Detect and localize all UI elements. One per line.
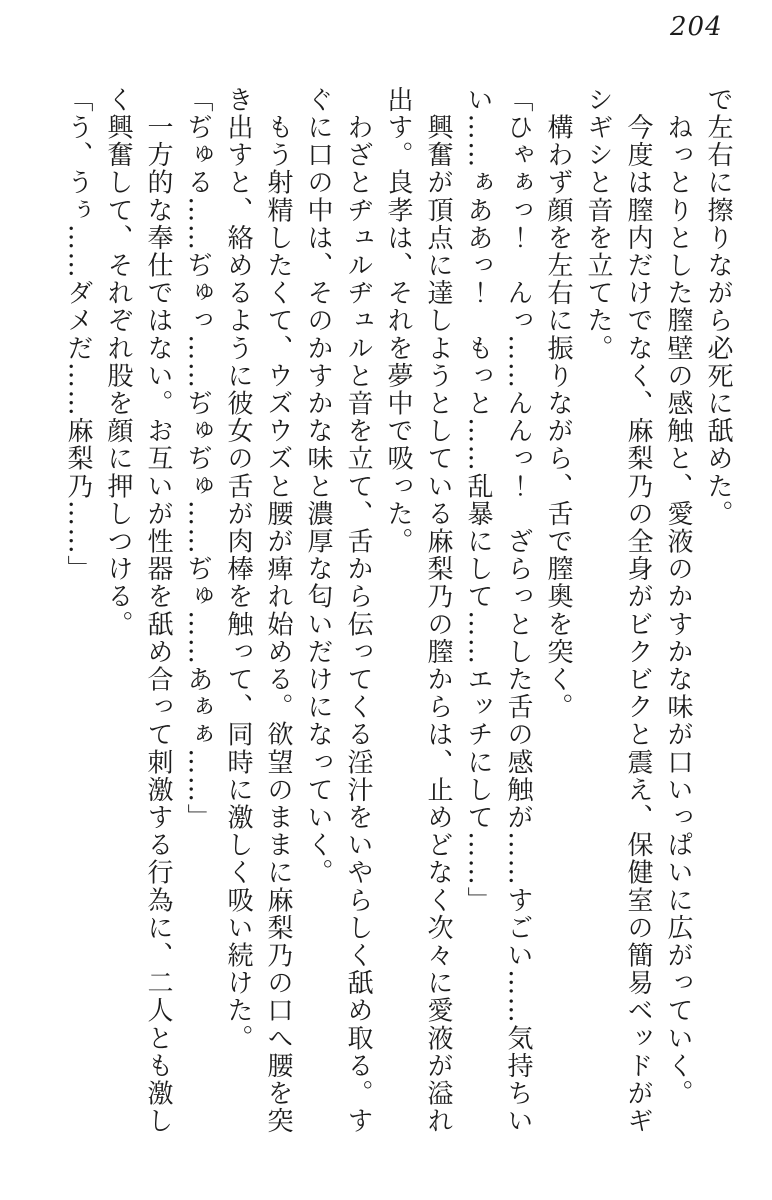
text-line: い……ぁああっ！ もっと……乱暴にして……エッチにして……」 bbox=[463, 86, 493, 914]
text-line: 出す。良孝は、それを夢中で吸った。 bbox=[383, 86, 413, 556]
text-line: 今度は膣内だけでなく、麻梨乃の全身がビクビクと震え、保健室の簡易ベッドがギ bbox=[623, 86, 653, 1135]
body-text-block bbox=[58, 86, 738, 1144]
page-number: 204 bbox=[670, 12, 723, 42]
text-line: 「ぢゅる……ぢゅっ……ぢゅぢゅ……ぢゅ……あぁぁ……」 bbox=[183, 86, 213, 832]
text-line: わざとヂュルヂュルと音を立て、舌から伝ってくる淫汁をいやらしく舐め取る。す bbox=[343, 86, 373, 1135]
text-line: 構わず顔を左右に振りながら、舌で膣奥を突く。 bbox=[543, 86, 573, 721]
text-line: 「ひゃぁっ！ んっ……んんっ！ ざらっとした舌の感触が……すごい……気持ちい bbox=[503, 86, 533, 1135]
text-line: 「う、うぅ……ダメだ……麻梨乃……」 bbox=[63, 86, 93, 583]
text-line: く興奮して、それぞれ股を顔に押しつける。 bbox=[103, 86, 133, 638]
text-line: シギシと音を立てた。 bbox=[583, 86, 613, 362]
text-line: 興奮が頂点に達しようとしている麻梨乃の膣からは、止めどなく次々に愛液が溢れ bbox=[423, 86, 453, 1135]
text-line: もう射精したくて、ウズウズと腰が痺れ始める。欲望のままに麻梨乃の口へ腰を突 bbox=[263, 86, 293, 1135]
text-line: で左右に擦りながら必死に舐めた。 bbox=[703, 86, 733, 528]
text-line: ぐに口の中は、そのかすかな味と濃厚な匂いだけになっていく。 bbox=[303, 86, 333, 887]
text-line: き出すと、絡めるように彼女の舌が肉棒を触って、同時に激しく吸い続けた。 bbox=[223, 86, 253, 1052]
text-line: 一方的な奉仕ではない。お互いが性器を舐め合って刺激する行為に、二人とも激し bbox=[143, 86, 173, 1135]
text-line: ねっとりとした膣壁の感触と、愛液のかすかな味が口いっぱいに広がっていく。 bbox=[663, 86, 693, 1108]
